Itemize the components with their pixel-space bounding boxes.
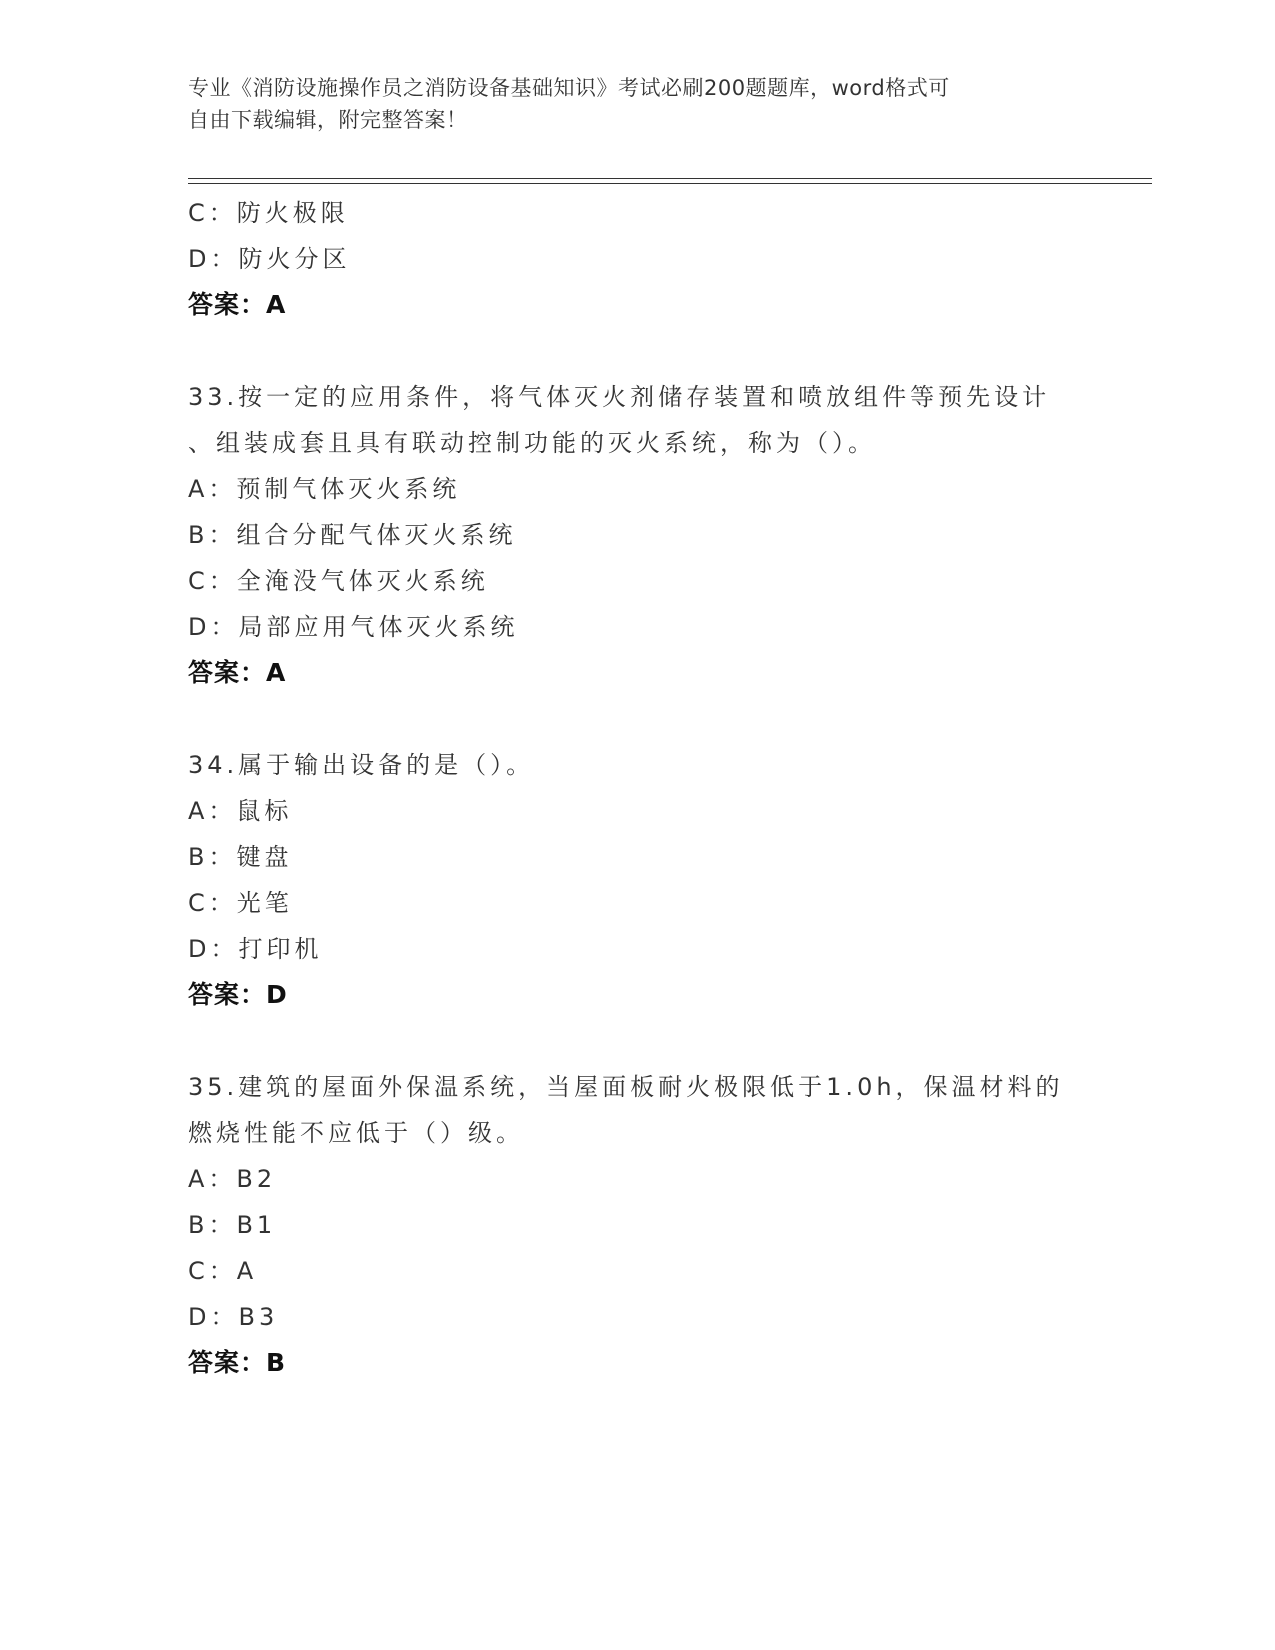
- option-c: C：光笔: [188, 889, 293, 917]
- option-a: A：鼠标: [188, 797, 293, 825]
- option-c: C：防火极限: [188, 199, 349, 227]
- answer-line: 答案：A: [188, 658, 287, 687]
- option-b: B：键盘: [188, 843, 293, 871]
- answer-line: 答案：B: [188, 1348, 287, 1377]
- question-34: [188, 742, 1088, 1018]
- question-text-line-2: 燃烧性能不应低于（）级。: [188, 1119, 524, 1147]
- option-d: D：防火分区: [188, 245, 351, 273]
- answer-line: 答案：D: [188, 980, 288, 1009]
- question-text-line-1: 33.按一定的应用条件，将气体灭火剂储存装置和喷放组件等预先设计: [188, 383, 1051, 411]
- option-c: C：全淹没气体灭火系统: [188, 567, 489, 595]
- question-text-line-2: 、组装成套且具有联动控制功能的灭火系统，称为（）。: [188, 429, 876, 457]
- question-text-line-1: 35.建筑的屋面外保温系统，当屋面板耐火极限低于1.0h，保温材料的: [188, 1073, 1064, 1101]
- option-a: A：B2: [188, 1165, 277, 1193]
- option-d: D：B3: [188, 1303, 279, 1331]
- spacer: [188, 1018, 1088, 1064]
- option-c: C：A: [188, 1257, 258, 1285]
- header-line-1: 专业《消防设施操作员之消防设备基础知识》考试必刷200题题库，word格式可: [188, 76, 950, 100]
- prev-question: [188, 190, 1088, 328]
- question-35: [188, 1064, 1088, 1386]
- question-list: [188, 190, 1088, 1386]
- option-b: B：B1: [188, 1211, 277, 1239]
- answer-line: 答案：A: [188, 290, 287, 319]
- option-b: B：组合分配气体灭火系统: [188, 521, 517, 549]
- spacer: [188, 328, 1088, 374]
- option-d: D：局部应用气体灭火系统: [188, 613, 519, 641]
- header-line-2: 自由下载编辑，附完整答案！: [188, 108, 468, 132]
- question-text-line-1: 34.属于输出设备的是（）。: [188, 751, 535, 779]
- header-divider: [188, 178, 1152, 184]
- option-a: A：预制气体灭火系统: [188, 475, 461, 503]
- spacer: [188, 696, 1088, 742]
- document-header: [188, 72, 1068, 136]
- question-33: [188, 374, 1088, 696]
- option-d: D：打印机: [188, 935, 323, 963]
